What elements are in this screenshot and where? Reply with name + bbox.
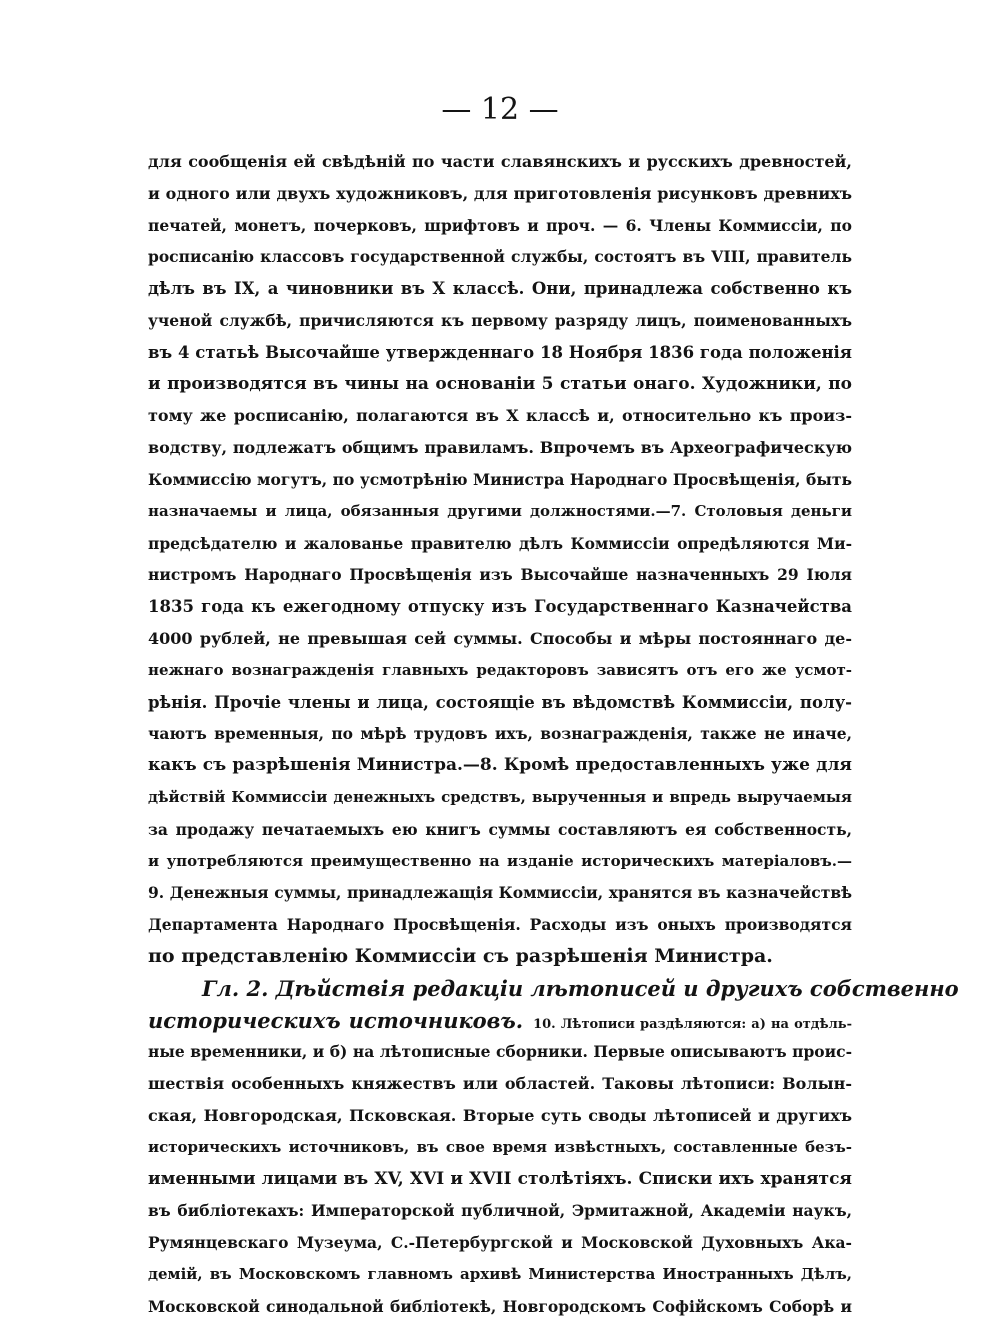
text-line: 1835 года къ ежегодному отпуску изъ Государственнаго Казначейства xyxy=(148,597,852,617)
text-line: назначаемы и лица, обязанныя другими должностями.—7. Столовыя деньги xyxy=(148,501,852,520)
text-line: предсѣдателю и жалованье правителю дѣлъ Коммиссіи опредѣляются Ми- xyxy=(148,533,852,553)
text-line: печатей, монетъ, почерковъ, шрифтовъ и проч. — 6. Члены Коммиссіи, по xyxy=(148,215,852,235)
text-line: историческихъ источниковъ, въ свое время извѣстныхъ, составленные безъ- xyxy=(148,1137,852,1156)
chapter-heading-line xyxy=(148,973,959,1005)
chapter-heading: Гл. 2. Дѣйствія редакціи лѣтописей и другихъ собственно xyxy=(202,975,959,1001)
text-line: какъ съ разрѣшенія Министра.—8. Кромѣ предоставленныхъ уже для xyxy=(148,755,852,776)
text-line: ученой службѣ, причисляются къ первому разряду лицъ, поименованныхъ xyxy=(148,310,852,330)
text-run: 10. Лѣтописи раздѣляются: а) на отдѣль- xyxy=(533,1016,853,1032)
text-line: Московской синодальной библіотекѣ, Новгородскомъ Софійскомъ Соборѣ и xyxy=(148,1296,852,1316)
text-line: нежнаго вознагражденія главныхъ редакторовъ зависятъ отъ его же усмот- xyxy=(148,660,852,679)
text-line: нистромъ Народнаго Просвѣщенія изъ Высочайше назначенныхъ 29 Іюля xyxy=(148,565,852,585)
text-line: рѣнія. Прочіе члены и лица, состоящіе въ вѣдомствѣ Коммиссіи, полу- xyxy=(148,692,852,712)
text-line: ные временники, и б) на лѣтописные сборники. Первые описываютъ проис- xyxy=(148,1042,852,1062)
text-line: въ 4 статьѣ Высочайше утвержденнаго 18 Ноября 1836 года положенія xyxy=(148,342,852,362)
page-number: — 12 — xyxy=(441,92,559,127)
text-line: для сообщенія ей свѣдѣній по части славянскихъ и русскихъ древностей, xyxy=(148,152,852,171)
text-line: 4000 рублей, не превышая сей суммы. Способы и мѣры постояннаго де- xyxy=(148,628,852,648)
text-line: Румянцевскаго Музеума, С.-Петербургской и Московской Духовныхъ Ака- xyxy=(148,1233,852,1253)
text-line xyxy=(148,1005,852,1037)
text-line: за продажу печатаемыхъ ею книгъ суммы составляютъ ея собственность, xyxy=(148,819,852,839)
text-line: росписанію классовъ государственной службы, состоятъ въ VIII, правитель xyxy=(148,247,852,267)
text-line: и производятся въ чины на основаніи 5 статьи онаго. Художники, по xyxy=(148,373,852,394)
text-line: и употребляются преимущественно на изданіе историческихъ матеріаловъ.— xyxy=(148,851,852,870)
text-line: тому же росписанію, полагаются въ X классѣ и, относительно къ произ- xyxy=(148,406,852,426)
text-line: шествія особенныхъ княжествъ или областей. Таковы лѣтописи: Волын- xyxy=(148,1074,852,1094)
text-line: 9. Денежныя суммы, принадлежащія Коммиссіи, хранятся въ казначействѣ xyxy=(148,883,852,903)
text-line: водству, подлежатъ общимъ правиламъ. Впрочемъ въ Археографическую xyxy=(148,438,852,458)
text-line: чаютъ временныя, по мѣрѣ трудовъ ихъ, вознагражденія, также не иначе, xyxy=(148,724,852,744)
text-line: и одного или двухъ художниковъ, для приготовленія рисунковъ древнихъ xyxy=(148,183,852,203)
paragraph-2 xyxy=(148,973,959,1323)
text-line: въ библіотекахъ: Императорской публичной, Эрмитажной, Академіи наукъ, xyxy=(148,1201,852,1221)
text-line: по представленію Коммиссіи съ разрѣшенія Министра. xyxy=(148,944,773,967)
chapter-heading-continued: историческихъ источниковъ. xyxy=(148,1007,524,1033)
text-line: дѣлъ въ IX, а чиновники въ X классѣ. Они, принадлежа собственно къ xyxy=(148,279,852,299)
text-line: дѣйствій Коммиссіи денежныхъ средствъ, вырученныя и впредь выручаемыя xyxy=(148,787,852,806)
text-line: Коммиссію могутъ, по усмотрѣнію Министра Народнаго Просвѣщенія, быть xyxy=(148,469,852,489)
paragraph-1 xyxy=(148,146,852,973)
text-line: демій, въ Московскомъ главномъ архивѣ Министерства Иностранныхъ Дѣлъ, xyxy=(148,1264,852,1283)
text-line: именными лицами въ XV, XVI и XVII столѣтіяхъ. Списки ихъ хранятся xyxy=(148,1168,852,1189)
text-line: ская, Новгородская, Псковская. Вторые суть своды лѣтописей и другихъ xyxy=(148,1105,852,1125)
body-text xyxy=(148,146,959,1322)
text-line: Департамента Народнаго Просвѣщенія. Расходы изъ оныхъ производятся xyxy=(148,915,852,935)
